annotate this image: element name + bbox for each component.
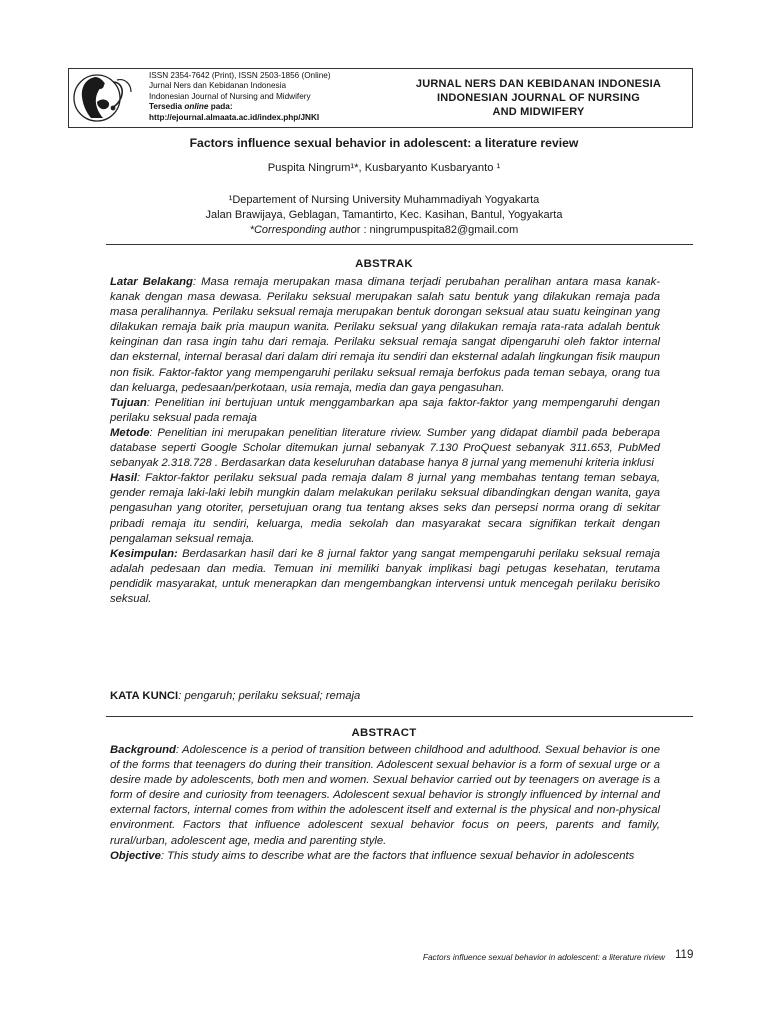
journal-logo	[73, 72, 143, 124]
journal-name-en: Indonesian Journal of Nursing and Midwifery	[149, 91, 311, 101]
abstrak-body	[110, 275, 660, 607]
abstract-objective: Objective: This study aims to describe what are the factors that influence sexual behavior in adolescents	[110, 849, 635, 862]
online-availability: Tersedia online pada:	[149, 102, 233, 112]
journal-header	[68, 68, 693, 128]
corresponding-author: *Corresponding author : ningrumpuspita82@gmail.com	[249, 223, 519, 236]
abstrak-metode: Metode: Penelitian ini merupakan penelitian literature riview. Sumber yang didapat diambil pada beberapa database seperti Google Scholar ditemukan jurnal sebanyak 7.130 ProQuest sebanyak 311.653, PubMed sebanyak 2.318.728 . Berdasarkan data keseluruhan database hanya 8 jurnal yang memenuhi kriteria inklusi	[110, 426, 660, 470]
affiliation	[0, 193, 768, 237]
affiliation-line-2: Jalan Brawijaya, Geblagan, Tamantirto, Kec. Kasihan, Bantul, Yogyakarta	[205, 208, 563, 221]
keywords: KATA KUNCI: pengaruh; perilaku seksual; remaja	[110, 690, 361, 702]
abstrak-latar-belakang: Latar Belakang: Masa remaja merupakan masa dimana terjadi perubahan peralihan antara masa kanak-kanak dengan masa dewasa. Perilaku seksual merupakan salah satu bentuk yang dilakukan remaja pada masa peralihannya. Perilaku seksual remaja merupakan bentuk dorongan seksual atau suatu keinginan yang dilakukan remaja baik pria maupun wanita. Perilaku seksual yang dilakukan remaja rata-rata adalah bentuk keinginan dan rasa ingin tahu dari remaja. Perilaku seksual remaja sangat dipengaruhi oleh faktor internal dan eksternal, internal berasal dari dalam diri remaja itu sendiri dan eksternal adalah lingkungan fisik maupun non fisik. Faktor-faktor yang mempengaruhi perilaku seksual remaja berfokus pada teman sebaya, orang tua dan keluarga, pedesaan/perkotaan, usia remaja, media dan gaya pengasuhan.	[110, 276, 660, 394]
abstract-body	[110, 743, 660, 864]
abstrak-kesimpulan: Kesimpulan: Berdasarkan hasil dari ke 8 jurnal faktor yang sangat mempengaruhi perilaku seksual remaja adalah pedesaan dan media. Temuan ini memiliki banyak implikasi bagi petugas kesehatan, terutama pendidik masyarakat, untuk menerapkan dan mengembangkan intervensi untuk mencegah perilaku berisiko seksual.	[110, 547, 660, 605]
journal-title: JURNAL NERS DAN KEBIDANAN INDONESIA INDONESIAN JOURNAL OF NURSING AND MIDWIFERY	[415, 78, 662, 118]
divider	[106, 244, 693, 245]
abstract-background: Background: Adolescence is a period of transition between childhood and adulthood. Sexual behavior is one of the forms that teenagers do during their transition. Adolescent sexual behavior is a form of sexual urge or a desire made by adolescents, both men and women. Sexual behavior carried out by teenagers on average is a form of desire and curiosity from teenagers. Adolescent sexual behavior is strongly influenced by internal and external factors, internal comes from within the adolescent itself and external is the physical and non-physical environment. Factors that influence adolescent sexual behavior focus on peers, parents and family, rural/urban, adolescent age, media and parenting style.	[110, 744, 660, 847]
article-title: Factors influence sexual behavior in adolescent: a literature review	[189, 136, 579, 150]
affiliation-line-1: ¹Departement of Nursing University Muhammadiyah Yogyakarta	[228, 194, 540, 206]
divider	[106, 716, 693, 717]
journal-url-link[interactable]: http://ejournal.almaata.ac.id/index.php/JNKI	[149, 112, 320, 122]
abstract-heading: ABSTRACT	[351, 727, 417, 739]
abstrak-heading: ABSTRAK	[355, 258, 413, 270]
journal-info	[149, 71, 331, 123]
abstrak-tujuan: Tujuan: Penelitian ini bertujuan untuk menggambarkan apa saja faktor-faktor yang mempengaruhi dengan perilaku seksual pada remaja	[110, 396, 660, 424]
journal-name-id: Jurnal Ners dan Kebidanan Indonesia	[149, 81, 287, 91]
issn-line: ISSN 2354-7642 (Print), ISSN 2503-1856 (Online)	[149, 71, 331, 80]
article-authors: Puspita Ningrum¹*, Kusbaryanto Kusbaryanto ¹	[267, 162, 501, 174]
page-number: 119	[675, 949, 694, 961]
running-title: Factors influence sexual behavior in adolescent: a literature riview	[422, 952, 665, 962]
abstrak-hasil: Hasil: Faktor-faktor perilaku seksual pada remaja dalam 8 jurnal yang membahas tentang teman sebaya, gender remaja laki-laki lebih mungkin dalam melakukan perilaku seksual dibandingkan dengan wanita, gaya pengasuhan yang otoriter, persetujuan orang tua tentang akses seks dan persepsi norma orang di sekitar pribadi remaja itu sendiri, keluarga, media sekolah dan masyarakat secara signifikan terkait dengan pengalaman seksual remaja.	[110, 472, 660, 545]
